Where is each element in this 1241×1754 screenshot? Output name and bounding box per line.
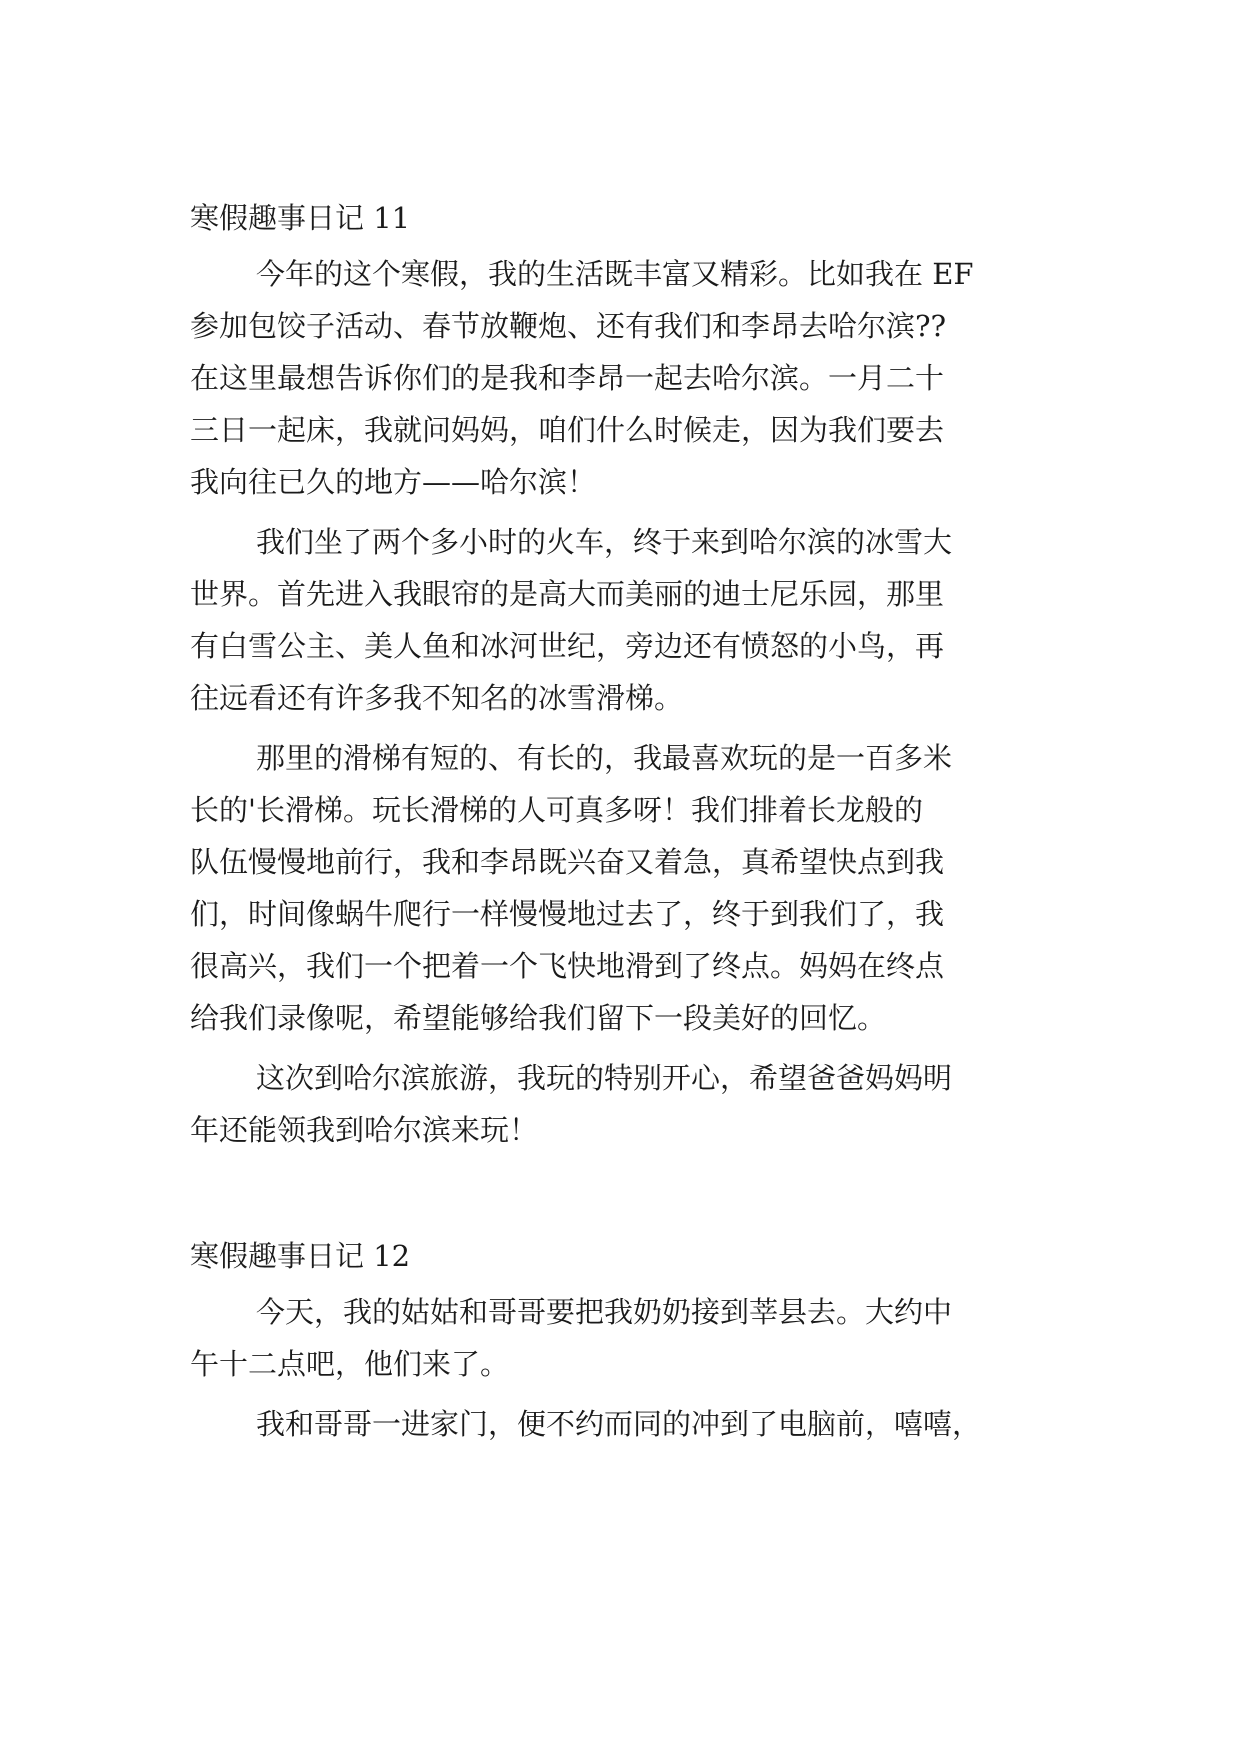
paragraph-line: 今天，我的姑姑和哥哥要把我奶奶接到莘县去。大约中: [256, 1295, 953, 1329]
paragraph-line: 们，时间像蜗牛爬行一样慢慢地过去了，终于到我们了，我: [190, 897, 945, 931]
paragraph-line: 队伍慢慢地前行，我和李昂既兴奋又着急，真希望快点到我: [190, 845, 945, 879]
paragraph-line: 有白雪公主、美人鱼和冰河世纪，旁边还有愤怒的小鸟，再: [190, 629, 945, 663]
paragraph-line: 在这里最想告诉你们的是我和李昂一起去哈尔滨。一月二十: [190, 361, 945, 395]
entry-title: 寒假趣事日记 12: [190, 1239, 411, 1273]
paragraph-line: 我和哥哥一进家门，便不约而同的冲到了电脑前，嘻嘻，: [256, 1407, 982, 1441]
paragraph-line: 我们坐了两个多小时的火车，终于来到哈尔滨的冰雪大: [256, 525, 953, 559]
paragraph-line: 午十二点吧，他们来了。: [190, 1347, 510, 1381]
paragraph-line: 世界。首先进入我眼帘的是高大而美丽的迪士尼乐园，那里: [190, 577, 945, 611]
paragraph-line: 很高兴，我们一个把着一个飞快地滑到了终点。妈妈在终点: [190, 949, 945, 983]
paragraph-line: 参加包饺子活动、春节放鞭炮、还有我们和李昂去哈尔滨??: [190, 309, 947, 343]
paragraph-line: 今年的这个寒假，我的生活既丰富又精彩。比如我在 EF: [256, 257, 974, 291]
paragraph-line: 年还能领我到哈尔滨来玩！: [190, 1113, 539, 1147]
paragraph-line: 给我们录像呢，希望能够给我们留下一段美好的回忆。: [190, 1001, 887, 1035]
entry-title: 寒假趣事日记 11: [190, 201, 411, 235]
paragraph-line: 我向往已久的地方——哈尔滨！: [190, 465, 597, 499]
paragraph-line: 这次到哈尔滨旅游，我玩的特别开心，希望爸爸妈妈明: [256, 1061, 953, 1095]
paragraph-line: 往远看还有许多我不知名的冰雪滑梯。: [190, 681, 684, 715]
paragraph-line: 三日一起床，我就问妈妈，咱们什么时候走，因为我们要去: [190, 413, 945, 447]
paragraph-line: 那里的滑梯有短的、有长的，我最喜欢玩的是一百多米: [256, 741, 953, 775]
paragraph-line: 长的'长滑梯。玩长滑梯的人可真多呀！我们排着长龙般的: [190, 793, 923, 827]
